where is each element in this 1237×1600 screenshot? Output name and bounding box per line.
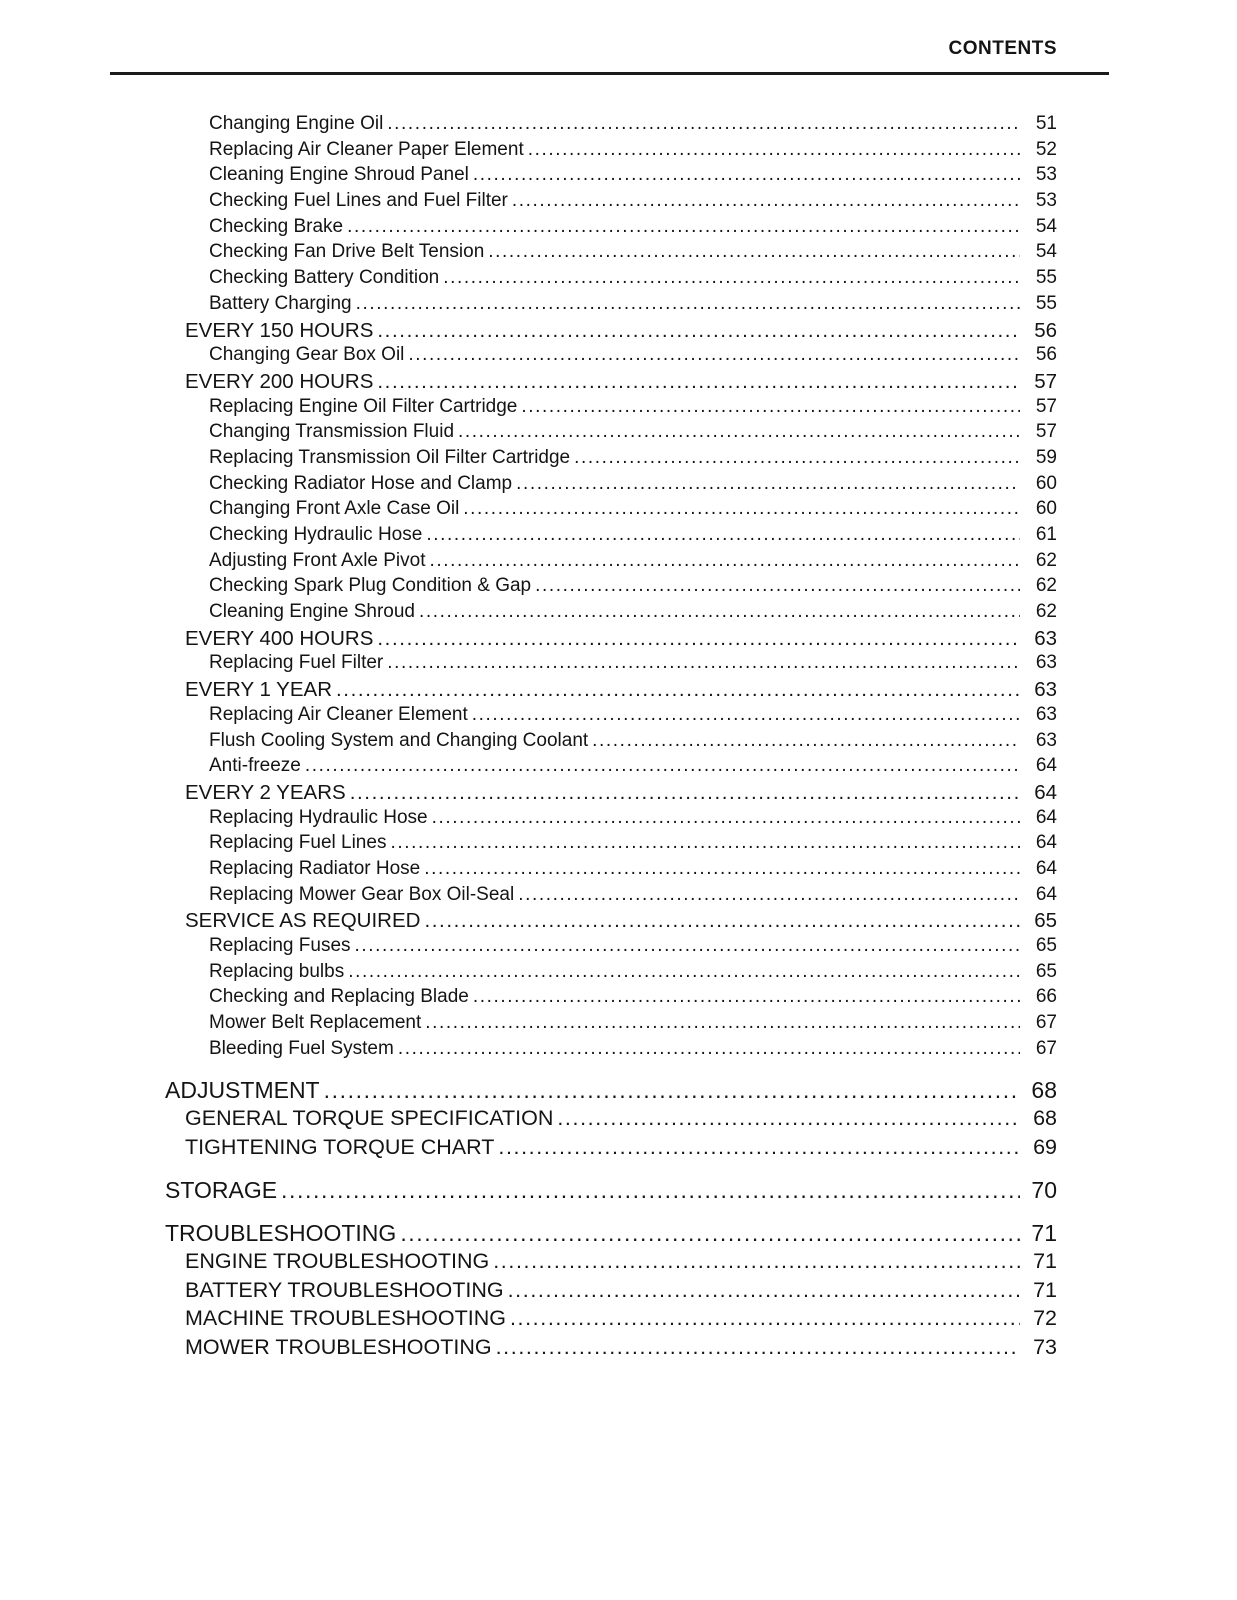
toc-entry-page: 66 bbox=[1035, 986, 1057, 1008]
toc-entry bbox=[165, 524, 1057, 550]
toc-dot-leader bbox=[488, 241, 1020, 263]
toc-entry-label: Cleaning Engine Shroud Panel bbox=[209, 164, 469, 186]
toc-entry bbox=[165, 961, 1057, 987]
toc-entry-page: 71 bbox=[1033, 1249, 1057, 1274]
toc-entry-label: Checking Hydraulic Hose bbox=[209, 524, 423, 545]
toc-entry-page: 71 bbox=[1033, 1277, 1057, 1302]
toc-entry-page: 65 bbox=[1035, 935, 1057, 956]
toc-entry-label: BATTERY TROUBLESHOOTING bbox=[185, 1277, 504, 1302]
toc-entry bbox=[165, 627, 1057, 653]
toc-entry-page: 64 bbox=[1035, 806, 1057, 828]
toc-entry-page: 71 bbox=[1031, 1220, 1057, 1247]
toc-entry bbox=[165, 370, 1057, 396]
page-header bbox=[0, 0, 1237, 75]
toc-entry-page: 68 bbox=[1033, 1106, 1057, 1131]
toc-entry-page: 70 bbox=[1031, 1177, 1057, 1204]
toc-entry-page: 72 bbox=[1033, 1306, 1057, 1331]
toc-dot-leader bbox=[377, 319, 1020, 343]
toc-dot-leader bbox=[348, 961, 1020, 983]
toc-dot-leader bbox=[432, 807, 1020, 829]
toc-entry bbox=[165, 1012, 1057, 1038]
toc-entry-label: Bleeding Fuel System bbox=[209, 1037, 394, 1059]
toc-entry-page: 57 bbox=[1035, 395, 1057, 417]
toc-entry bbox=[165, 935, 1057, 961]
toc-entry-label: Checking Battery Condition bbox=[209, 267, 440, 289]
toc-entry-page: 52 bbox=[1035, 138, 1057, 160]
toc-entry-label: ADJUSTMENT bbox=[165, 1077, 320, 1104]
toc-dot-leader bbox=[473, 164, 1020, 186]
toc-dot-leader bbox=[324, 1077, 1020, 1104]
toc-dot-leader bbox=[528, 139, 1020, 161]
toc-dot-leader bbox=[377, 370, 1020, 394]
toc-entry-label: Replacing Fuel Filter bbox=[209, 652, 384, 674]
toc-entry bbox=[165, 319, 1057, 345]
toc-dot-leader bbox=[425, 1012, 1020, 1034]
toc-entry-page: 67 bbox=[1035, 1037, 1057, 1059]
toc-entry-page: 67 bbox=[1035, 1012, 1057, 1034]
toc-entry-page: 56 bbox=[1034, 318, 1057, 342]
toc-entry bbox=[165, 344, 1057, 370]
toc-entry bbox=[165, 1077, 1057, 1106]
toc-dot-leader bbox=[574, 447, 1020, 469]
toc-entry-label: Replacing Engine Oil Filter Cartridge bbox=[209, 395, 518, 417]
toc-entry-page: 55 bbox=[1035, 292, 1057, 314]
toc-entry bbox=[165, 139, 1057, 165]
toc-dot-leader bbox=[521, 396, 1020, 418]
toc-entry-label: Replacing Mower Gear Box Oil-Seal bbox=[209, 883, 515, 905]
toc-dot-leader bbox=[510, 1306, 1020, 1331]
toc-entry bbox=[165, 730, 1057, 756]
toc-entry bbox=[165, 575, 1057, 601]
toc-entry-label: Replacing Air Cleaner Element bbox=[209, 703, 468, 725]
toc-entry-page: 53 bbox=[1035, 190, 1057, 212]
toc-dot-leader bbox=[535, 575, 1020, 597]
toc-entry-page: 73 bbox=[1033, 1334, 1057, 1359]
toc-entry-page: 62 bbox=[1035, 601, 1057, 623]
toc-entry-label: Replacing Fuses bbox=[209, 935, 351, 956]
toc-entry-label: EVERY 400 HOURS bbox=[185, 626, 374, 650]
toc-entry-page: 53 bbox=[1035, 164, 1057, 186]
toc-entry bbox=[165, 267, 1057, 293]
toc-entry-page: 59 bbox=[1035, 446, 1057, 468]
toc-entry-label: EVERY 2 YEARS bbox=[185, 780, 346, 804]
toc-entry bbox=[165, 755, 1057, 781]
toc-entry-label: Adjusting Front Axle Pivot bbox=[209, 549, 426, 571]
toc-dot-leader bbox=[356, 293, 1020, 315]
toc-entry-label: MACHINE TROUBLESHOOTING bbox=[185, 1306, 506, 1331]
toc-entry bbox=[165, 781, 1057, 807]
toc-list bbox=[165, 113, 1057, 1363]
toc-entry bbox=[165, 1106, 1057, 1135]
toc-entry-page: 54 bbox=[1035, 215, 1057, 237]
toc-entry bbox=[165, 216, 1057, 242]
toc-entry-page: 63 bbox=[1034, 678, 1057, 702]
toc-entry bbox=[165, 190, 1057, 216]
toc-entry-label: Changing Engine Oil bbox=[209, 113, 384, 134]
toc-dot-leader bbox=[512, 190, 1020, 212]
toc-entry-label: GENERAL TORQUE SPECIFICATION bbox=[185, 1106, 554, 1131]
toc-entry bbox=[165, 858, 1057, 884]
toc-entry bbox=[165, 1177, 1057, 1206]
toc-dot-leader bbox=[498, 1135, 1020, 1160]
toc-dot-leader bbox=[426, 524, 1020, 546]
toc-entry-page: 63 bbox=[1035, 652, 1057, 674]
toc-entry-page: 62 bbox=[1035, 575, 1057, 597]
toc-entry bbox=[165, 550, 1057, 576]
toc-entry-page: 64 bbox=[1035, 883, 1057, 905]
toc-dot-leader bbox=[350, 781, 1020, 805]
toc-dot-leader bbox=[463, 498, 1020, 520]
toc-entry-page: 64 bbox=[1035, 832, 1057, 854]
toc-entry bbox=[165, 884, 1057, 910]
toc-entry-page: 60 bbox=[1035, 472, 1057, 494]
toc-entry-label: Replacing Air Cleaner Paper Element bbox=[209, 138, 524, 160]
toc-entry-page: 65 bbox=[1034, 909, 1057, 933]
toc-dot-leader bbox=[305, 755, 1020, 777]
toc-dot-leader bbox=[387, 652, 1020, 674]
toc-entry bbox=[165, 1278, 1057, 1307]
toc-entry-page: 63 bbox=[1035, 703, 1057, 725]
toc-entry-page: 51 bbox=[1035, 113, 1057, 134]
toc-dot-leader bbox=[496, 1335, 1020, 1360]
toc-entry-label: Replacing bulbs bbox=[209, 960, 345, 982]
toc-dot-leader bbox=[400, 1220, 1020, 1247]
toc-entry bbox=[165, 986, 1057, 1012]
toc-entry-page: 57 bbox=[1035, 421, 1057, 443]
toc-entry-page: 64 bbox=[1034, 780, 1057, 804]
toc-entry bbox=[165, 652, 1057, 678]
toc-entry-label: Replacing Hydraulic Hose bbox=[209, 806, 428, 828]
toc-entry-label: Checking Fuel Lines and Fuel Filter bbox=[209, 190, 508, 212]
toc-entry bbox=[165, 678, 1057, 704]
toc-entry bbox=[165, 1306, 1057, 1335]
toc-entry-label: ENGINE TROUBLESHOOTING bbox=[185, 1249, 490, 1274]
toc-dot-leader bbox=[518, 884, 1020, 906]
toc-dot-leader bbox=[336, 678, 1020, 702]
toc-entry-label: Checking and Replacing Blade bbox=[209, 986, 469, 1008]
toc-entry-page: 61 bbox=[1035, 524, 1057, 545]
toc-entry-page: 69 bbox=[1033, 1134, 1057, 1159]
toc-entry bbox=[165, 447, 1057, 473]
toc-dot-leader bbox=[430, 550, 1021, 572]
toc-entry-page: 63 bbox=[1035, 729, 1057, 751]
toc-entry-label: Changing Front Axle Case Oil bbox=[209, 498, 460, 520]
toc-entry bbox=[165, 1249, 1057, 1278]
toc-entry-label: STORAGE bbox=[165, 1177, 278, 1204]
toc-entry bbox=[165, 704, 1057, 730]
toc-dot-leader bbox=[408, 344, 1020, 366]
toc-entry-page: 63 bbox=[1034, 626, 1057, 650]
toc-entry-page: 62 bbox=[1035, 549, 1057, 571]
toc-entry-label: Checking Radiator Hose and Clamp bbox=[209, 472, 513, 494]
toc-dot-leader bbox=[493, 1249, 1020, 1274]
toc-entry bbox=[165, 293, 1057, 319]
toc-dot-leader bbox=[419, 601, 1020, 623]
toc-entry bbox=[165, 1038, 1057, 1064]
toc-dot-leader bbox=[458, 421, 1020, 443]
toc-dot-leader bbox=[347, 216, 1020, 238]
toc-entry bbox=[165, 832, 1057, 858]
toc-entry-label: Replacing Transmission Oil Filter Cartridge bbox=[209, 446, 571, 468]
toc-entry bbox=[165, 1220, 1057, 1249]
toc-entry bbox=[165, 1335, 1057, 1364]
toc-entry-label: Checking Fan Drive Belt Tension bbox=[209, 241, 485, 263]
toc-dot-leader bbox=[472, 704, 1020, 726]
toc-entry-page: 68 bbox=[1031, 1077, 1057, 1104]
toc-entry-label: Checking Brake bbox=[209, 215, 344, 237]
toc-dot-leader bbox=[592, 730, 1020, 752]
toc-entry bbox=[165, 601, 1057, 627]
toc-entry-page: 64 bbox=[1035, 857, 1057, 879]
toc-entry-label: Replacing Radiator Hose bbox=[209, 857, 421, 879]
toc-dot-leader bbox=[424, 909, 1020, 933]
toc-entry-label: Mower Belt Replacement bbox=[209, 1012, 422, 1034]
toc-dot-leader bbox=[424, 858, 1020, 880]
toc-dot-leader bbox=[377, 627, 1020, 651]
toc-entry-label: Replacing Fuel Lines bbox=[209, 832, 387, 854]
toc-entry-page: 57 bbox=[1034, 369, 1057, 393]
toc-dot-leader bbox=[355, 935, 1020, 957]
toc-entry bbox=[165, 807, 1057, 833]
toc-entry-page: 65 bbox=[1035, 960, 1057, 982]
toc-entry bbox=[165, 241, 1057, 267]
toc-entry bbox=[165, 421, 1057, 447]
toc-dot-leader bbox=[473, 986, 1020, 1008]
toc-entry bbox=[165, 396, 1057, 422]
toc-entry-label: EVERY 1 YEAR bbox=[185, 678, 333, 702]
toc-entry-label: EVERY 150 HOURS bbox=[185, 318, 374, 342]
toc-dot-leader bbox=[557, 1106, 1020, 1131]
toc-entry-label: Cleaning Engine Shroud bbox=[209, 601, 415, 623]
toc-dot-leader bbox=[443, 267, 1020, 289]
toc-entry bbox=[165, 473, 1057, 499]
toc-entry-page: 55 bbox=[1035, 267, 1057, 289]
toc-dot-leader bbox=[398, 1038, 1020, 1060]
toc-entry-label: MOWER TROUBLESHOOTING bbox=[185, 1334, 492, 1359]
toc-entry-label: Changing Gear Box Oil bbox=[209, 344, 405, 366]
toc-dot-leader bbox=[281, 1177, 1020, 1204]
toc-entry bbox=[165, 164, 1057, 190]
toc-entry-label: Changing Transmission Fluid bbox=[209, 421, 455, 443]
toc-dot-leader bbox=[390, 832, 1020, 854]
toc-entry-label: Checking Spark Plug Condition & Gap bbox=[209, 575, 532, 597]
toc-entry-label: TIGHTENING TORQUE CHART bbox=[185, 1134, 495, 1159]
toc-entry-page: 56 bbox=[1035, 344, 1057, 366]
toc-dot-leader bbox=[387, 113, 1020, 135]
toc-entry bbox=[165, 113, 1057, 139]
toc-dot-leader bbox=[508, 1278, 1020, 1303]
toc-entry bbox=[165, 909, 1057, 935]
toc-entry-page: 54 bbox=[1035, 241, 1057, 263]
toc-entry bbox=[165, 1135, 1057, 1164]
toc-entry-label: Flush Cooling System and Changing Coolant bbox=[209, 729, 589, 751]
page-header-title: CONTENTS bbox=[948, 38, 1057, 59]
toc-entry-label: SERVICE AS REQUIRED bbox=[185, 909, 421, 933]
toc-entry-label: EVERY 200 HOURS bbox=[185, 369, 374, 393]
toc-entry-label: Battery Charging bbox=[209, 292, 352, 314]
toc-dot-leader bbox=[516, 473, 1020, 495]
toc-entry-page: 64 bbox=[1035, 755, 1057, 777]
header-rule bbox=[110, 72, 1109, 75]
toc-entry-page: 60 bbox=[1035, 498, 1057, 520]
toc-entry-label: Anti-freeze bbox=[209, 755, 301, 777]
toc-entry bbox=[165, 498, 1057, 524]
toc-entry-label: TROUBLESHOOTING bbox=[165, 1220, 397, 1247]
